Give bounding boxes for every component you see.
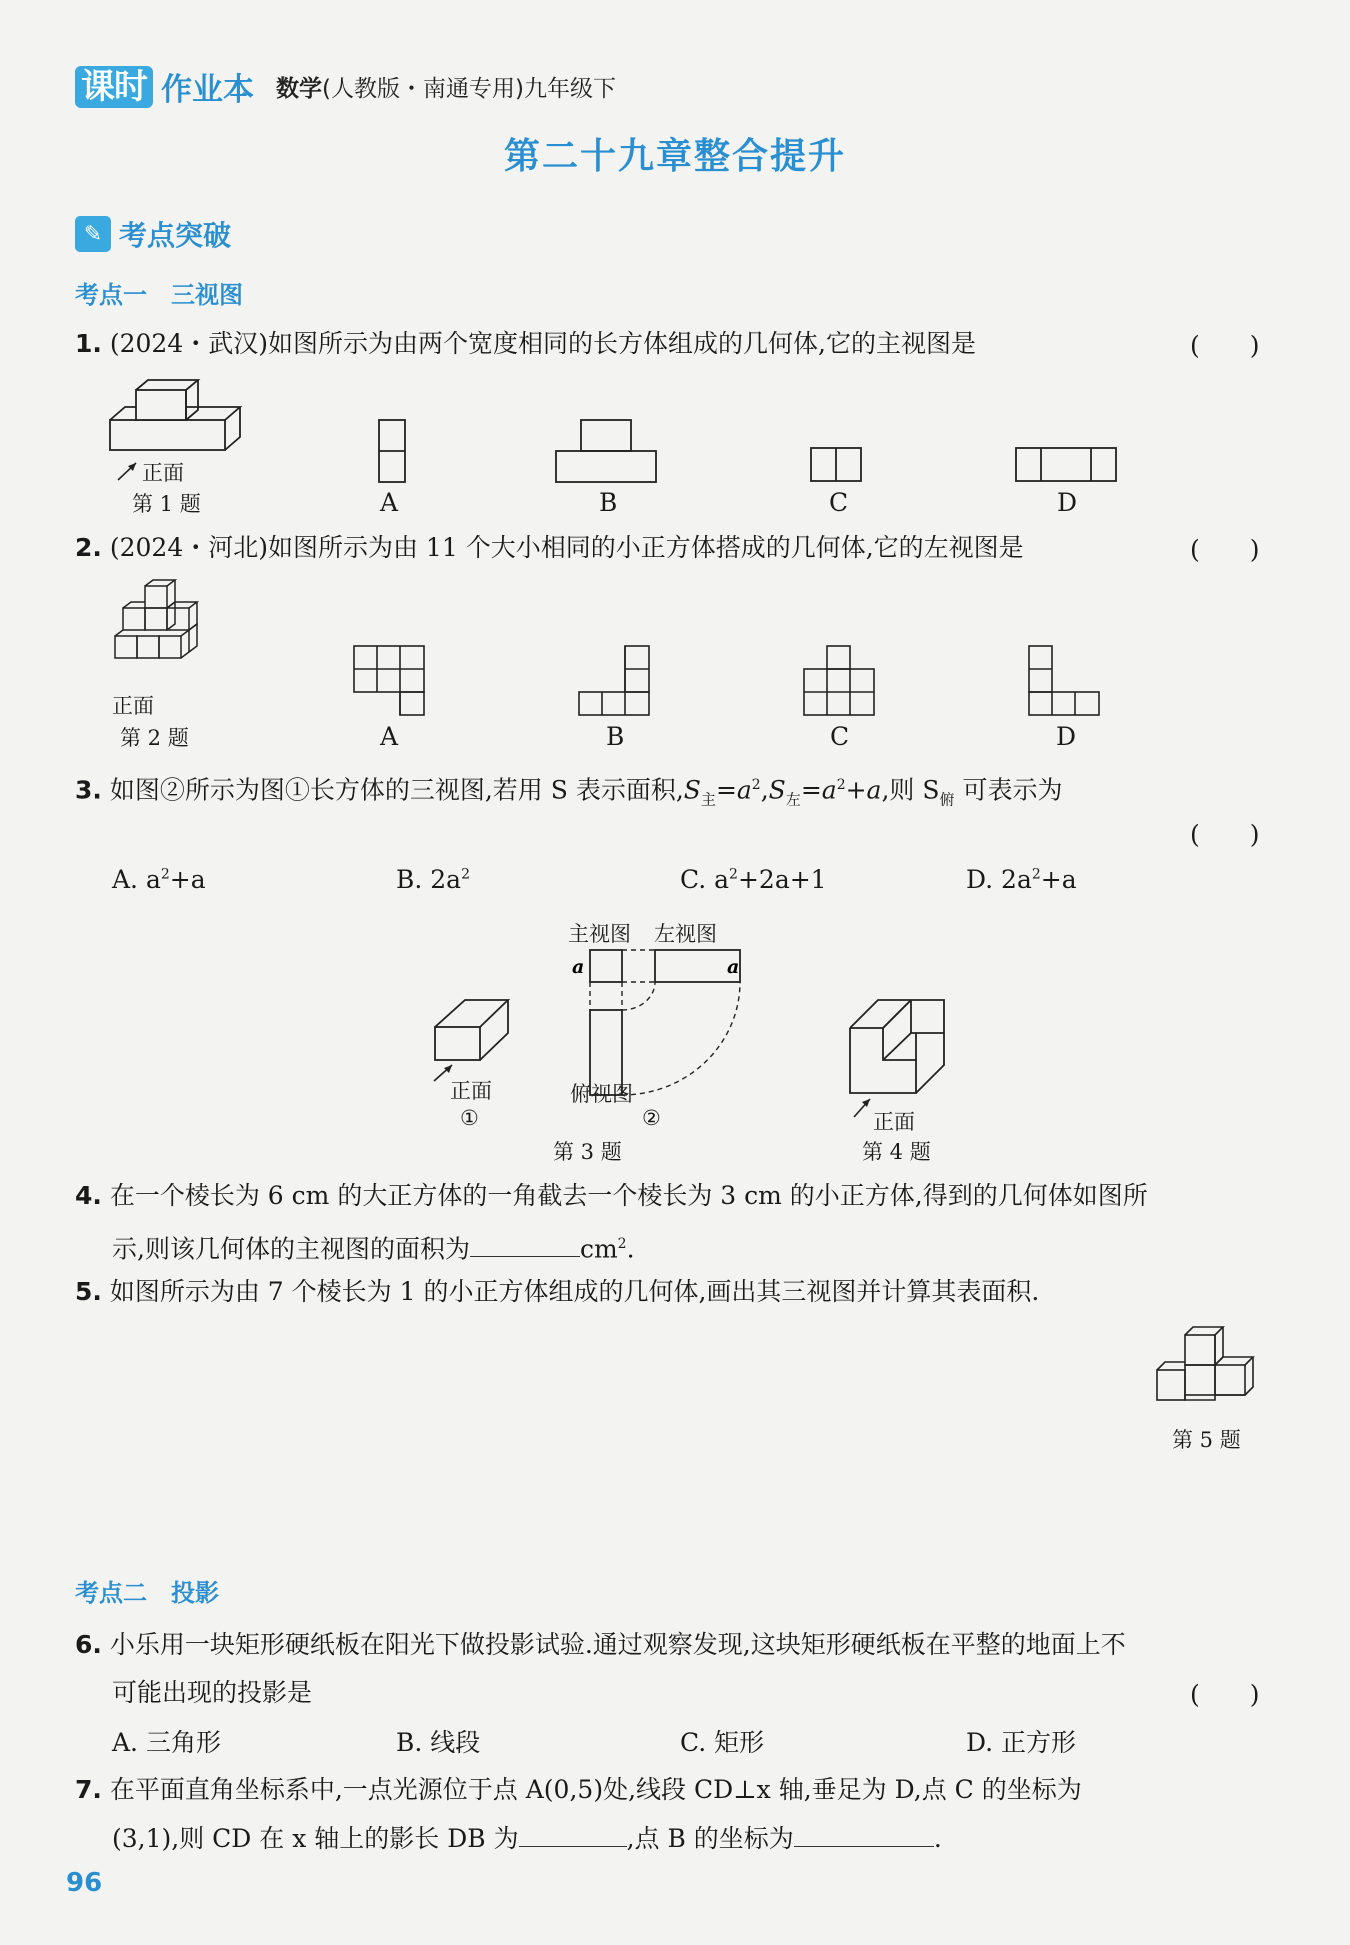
- front-label: 正面: [450, 1079, 492, 1103]
- question-number: 7.: [75, 1775, 102, 1804]
- question-number: 5.: [75, 1277, 102, 1306]
- q5-solid-figure: [1155, 1320, 1275, 1420]
- q1-option-c-figure: [810, 447, 865, 487]
- option-b-label[interactable]: B: [606, 722, 625, 751]
- subject: 数学: [276, 76, 322, 102]
- option-b[interactable]: B. 线段: [396, 1728, 481, 1757]
- section-title: 考点突破: [119, 219, 232, 252]
- option-b[interactable]: [396, 865, 470, 894]
- pen-icon: ✎: [75, 216, 111, 252]
- q4-cut-cube-figure: [848, 995, 958, 1110]
- figure-caption: 第 4 题: [862, 1140, 931, 1164]
- sup: 2: [1031, 866, 1041, 883]
- chapter-title: 第二十九章整合提升: [503, 135, 846, 177]
- question-3: 3. 如图②所示为图①长方体的三视图,若用 S 表示面积$,S_主=a^2,S_左=a^2+a$,则 $S_俯$ 可表示为: [75, 775, 1063, 809]
- main-view-label: 主视图: [568, 922, 631, 946]
- question-text: 在平面直角坐标系中,一点光源位于点 A(0,5)处,线段 CD⊥x 轴,垂足为 D,点 C 的坐标为: [109, 1775, 1082, 1804]
- question-7-line2: [112, 1820, 942, 1857]
- circle-1-label: ①: [460, 1106, 479, 1130]
- sup: 2: [751, 777, 761, 793]
- sup: 2: [836, 777, 846, 793]
- question-text: ,点 B 的坐标为: [626, 1824, 794, 1853]
- unit: cm: [579, 1234, 618, 1264]
- question-text: (3,1),则 CD 在 x 轴上的影长 DB 为: [112, 1824, 519, 1853]
- eq-left: =a: [800, 775, 837, 805]
- sup: 2: [461, 866, 470, 883]
- front-label: 正面: [873, 1110, 915, 1134]
- option-d-label[interactable]: D: [1057, 488, 1078, 517]
- question-6: [75, 1627, 1275, 1663]
- q1-option-a-figure: [378, 419, 408, 489]
- a-label-left: a: [572, 956, 585, 978]
- text-b: ,则 S: [881, 775, 940, 805]
- q2-option-d-figure: [1028, 645, 1103, 720]
- figure-caption: 第 5 题: [1172, 1428, 1241, 1452]
- sup: 2: [160, 866, 170, 883]
- a-label-right: a: [727, 956, 740, 978]
- option-tail: +a: [1040, 865, 1077, 894]
- question-text: 如图所示为由 7 个棱长为 1 的小正方体组成的几何体,画出其三视图并计算其表面积.: [109, 1277, 1040, 1306]
- question-2: [75, 530, 1275, 566]
- circle-2-label: ②: [642, 1106, 661, 1130]
- option-c[interactable]: [680, 865, 827, 894]
- option-a[interactable]: [112, 865, 206, 894]
- top-view-label: 俯视图: [570, 1082, 633, 1106]
- answer-paren[interactable]: ( ): [1190, 331, 1260, 360]
- q2-option-c-figure: [803, 645, 878, 720]
- q3-three-views-figure: [570, 945, 740, 1075]
- kaodian-2-title: 考点二 投影: [75, 1579, 219, 1607]
- sub-top: 俯: [939, 790, 955, 809]
- option-text: C. a: [680, 865, 730, 894]
- sup: 2: [729, 866, 738, 883]
- question-6-line2: 可能出现的投影是: [112, 1678, 313, 1707]
- q2-option-a-figure: [353, 645, 428, 720]
- edition: (人教版・南通专用)九年级下: [322, 76, 616, 102]
- period: .: [626, 1234, 635, 1264]
- sub-left: 左: [785, 790, 801, 809]
- sub-main: 主: [700, 790, 716, 809]
- question-4-line2: [112, 1226, 635, 1267]
- page-number: 96: [66, 1868, 103, 1898]
- book-info: [276, 70, 616, 103]
- left-view-label: 左视图: [654, 922, 717, 946]
- option-d-label[interactable]: D: [1056, 722, 1077, 751]
- question-5: [75, 1274, 1275, 1310]
- period: .: [933, 1824, 942, 1853]
- option-c[interactable]: C. 矩形: [680, 1728, 765, 1757]
- option-text: A. a: [112, 865, 161, 894]
- q1-option-d-figure: [1015, 447, 1120, 487]
- front-label: 正面: [142, 461, 184, 485]
- s-main: S: [683, 775, 701, 805]
- option-tail: +2a+1: [737, 865, 827, 894]
- figure-caption: 第 2 题: [120, 726, 189, 750]
- plus-a: +a: [845, 775, 882, 805]
- option-d[interactable]: [966, 865, 1077, 894]
- s-left: S: [768, 775, 786, 805]
- option-tail: +a: [169, 865, 206, 894]
- question-text: 如图②所示为图①长方体的三视图,若用 S 表示面积,: [109, 775, 684, 805]
- header: [75, 64, 616, 109]
- question-text: (2024・武汉)如图所示为由两个宽度相同的长方体组成的几何体,它的主视图是: [109, 329, 976, 358]
- option-c-label[interactable]: C: [830, 722, 850, 751]
- text-c: 可表示为: [954, 775, 1063, 805]
- option-a-label[interactable]: A: [380, 722, 399, 751]
- question-text: 示,则该几何体的主视图的面积为: [112, 1234, 470, 1264]
- answer-blank[interactable]: [470, 1230, 580, 1257]
- question-7: [75, 1772, 1275, 1808]
- answer-blank-db[interactable]: [519, 1820, 627, 1847]
- q1-option-b-figure: [555, 419, 660, 489]
- answer-paren[interactable]: ( ): [1190, 1680, 1260, 1709]
- question-text: 在一个棱长为 6 cm 的大正方体的一角截去一个棱长为 3 cm 的小正方体,得到的几何体如图所: [109, 1181, 1148, 1210]
- question-text: (2024・河北)如图所示为由 11 个大小相同的小正方体搭成的几何体,它的左视图是: [109, 533, 1024, 562]
- brand-name: 作业本: [161, 72, 254, 108]
- question-number: 6.: [75, 1630, 102, 1659]
- figure-caption: 第 1 题: [132, 492, 201, 516]
- brand-logo: 课时: [75, 66, 153, 108]
- option-a-label[interactable]: A: [380, 488, 399, 517]
- section-header: [75, 214, 231, 254]
- answer-paren[interactable]: ( ): [1190, 820, 1260, 849]
- q3-box-figure: [430, 995, 520, 1080]
- eq-main: =a: [715, 775, 752, 805]
- question-text: 小乐用一块矩形硬纸板在阳光下做投影试验.通过观察发现,这块矩形硬纸板在平整的地面上不: [109, 1630, 1126, 1659]
- kaodian-1-title: 考点一 三视图: [75, 281, 243, 309]
- q2-solid-figure: [110, 578, 210, 683]
- front-label: 正面: [112, 694, 154, 718]
- question-1: [75, 326, 1275, 362]
- sup: 2: [617, 1236, 627, 1252]
- option-c-label[interactable]: C: [829, 488, 849, 517]
- option-d[interactable]: D. 正方形: [966, 1728, 1077, 1757]
- question-number: 2.: [75, 533, 102, 562]
- question-number: 1.: [75, 329, 102, 358]
- answer-paren[interactable]: ( ): [1190, 535, 1260, 564]
- question-4: [75, 1178, 1275, 1214]
- option-text: B. 2a: [396, 865, 462, 894]
- question-number: 4.: [75, 1181, 102, 1210]
- option-a[interactable]: A. 三角形: [112, 1728, 221, 1757]
- answer-blank-b[interactable]: [794, 1820, 934, 1847]
- option-text: D. 2a: [966, 865, 1032, 894]
- figure-caption: 第 3 题: [553, 1140, 622, 1164]
- question-number: 3.: [75, 775, 102, 805]
- option-b-label[interactable]: B: [599, 488, 618, 517]
- q2-option-b-figure: [578, 645, 653, 720]
